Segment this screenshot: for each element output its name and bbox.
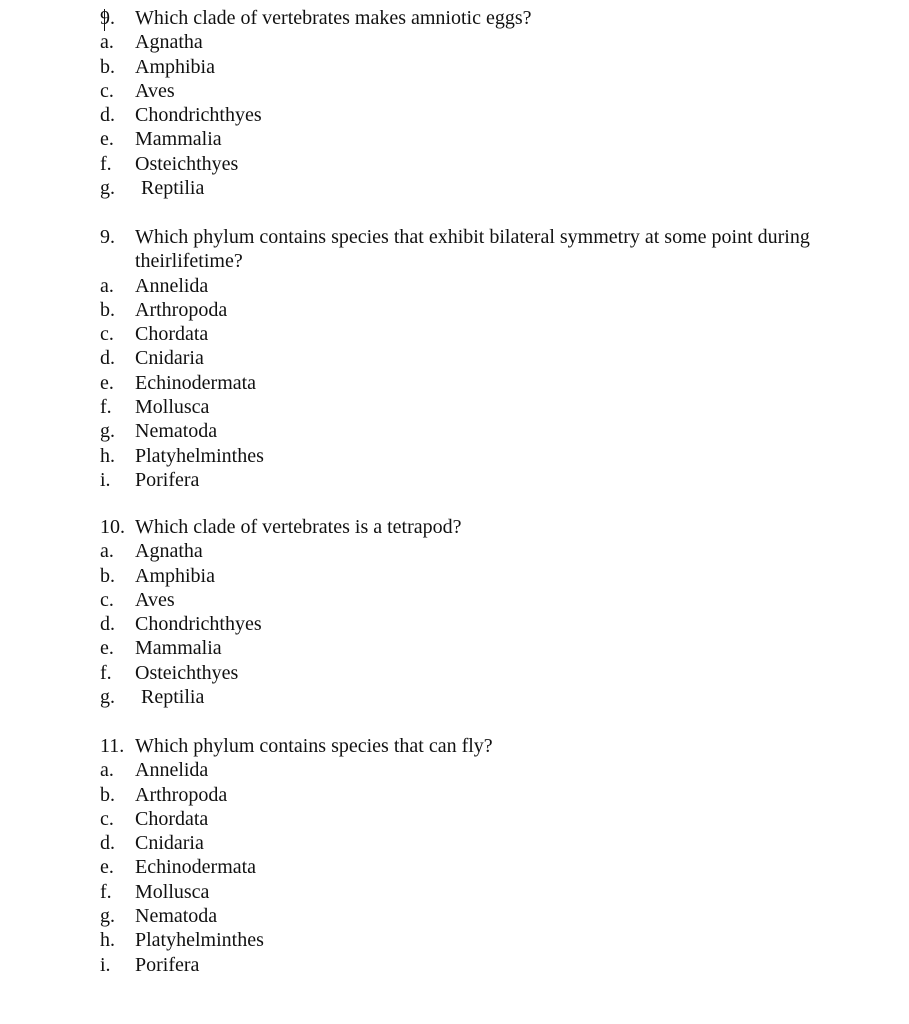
option-item	[0, 468, 909, 492]
option-text: Agnatha	[135, 540, 203, 563]
option-letter: b.	[100, 783, 115, 806]
question-stem	[0, 734, 909, 758]
option-item	[0, 636, 909, 660]
option-item	[0, 904, 909, 928]
option-item	[0, 55, 909, 79]
option-text: Chordata	[135, 807, 209, 830]
question-number: 10.	[100, 516, 125, 538]
option-letter: e.	[100, 371, 114, 394]
option-text: Aves	[135, 79, 175, 102]
option-letter: f.	[100, 396, 112, 419]
option-item	[0, 176, 909, 200]
option-item	[0, 855, 909, 879]
option-letter: g.	[100, 686, 115, 709]
option-item	[0, 928, 909, 952]
question-text: Which phylum contains species that can fly?	[135, 735, 493, 757]
question-block	[0, 734, 909, 977]
option-letter: g.	[100, 420, 115, 443]
option-item	[0, 807, 909, 831]
option-item	[0, 419, 909, 443]
question-text: Which clade of vertebrates makes amniotic eggs?	[135, 7, 532, 29]
question-number: 9.	[100, 226, 115, 248]
option-letter: d.	[100, 832, 115, 855]
option-text: Nematoda	[135, 420, 218, 443]
option-letter: f.	[100, 661, 112, 684]
option-item	[0, 880, 909, 904]
option-text: Annelida	[135, 274, 209, 297]
question-text: Which phylum contains species that exhibit bilateral symmetry at some point during theirlifetime?	[135, 226, 810, 273]
option-item	[0, 152, 909, 176]
option-letter: a.	[100, 540, 114, 563]
option-item	[0, 444, 909, 468]
option-item	[0, 322, 909, 346]
option-item	[0, 588, 909, 612]
option-text: Chondrichthyes	[135, 104, 262, 127]
option-letter: c.	[100, 323, 114, 346]
option-text: Amphibia	[135, 564, 215, 587]
option-item	[0, 79, 909, 103]
option-text: Nematoda	[135, 905, 218, 928]
option-text: Annelida	[135, 759, 209, 782]
option-text: Aves	[135, 588, 175, 611]
option-letter: e.	[100, 856, 114, 879]
question-stem	[0, 6, 909, 30]
option-text: Reptilia	[141, 686, 205, 709]
option-text: Arthropoda	[135, 298, 228, 321]
option-letter: i.	[100, 468, 111, 491]
option-item	[0, 346, 909, 370]
option-letter: a.	[100, 759, 114, 782]
question-number: 9.	[100, 7, 115, 29]
option-item	[0, 758, 909, 782]
option-letter: f.	[100, 880, 112, 903]
option-letter: d.	[100, 613, 115, 636]
option-item	[0, 30, 909, 54]
option-text: Mollusca	[135, 880, 210, 903]
option-letter: b.	[100, 55, 115, 78]
option-letter: b.	[100, 564, 115, 587]
option-text: Reptilia	[141, 177, 205, 200]
option-letter: g.	[100, 177, 115, 200]
question-block	[0, 225, 909, 492]
option-text: Porifera	[135, 953, 200, 976]
option-item	[0, 127, 909, 151]
option-text: Platyhelminthes	[135, 444, 264, 467]
option-text: Echinodermata	[135, 371, 257, 394]
option-item	[0, 539, 909, 563]
option-text: Agnatha	[135, 31, 203, 54]
option-letter: c.	[100, 79, 114, 102]
option-letter: g.	[100, 905, 115, 928]
option-letter: a.	[100, 31, 114, 54]
option-item	[0, 395, 909, 419]
option-item	[0, 103, 909, 127]
question-block	[0, 515, 909, 709]
option-item	[0, 564, 909, 588]
option-letter: d.	[100, 104, 115, 127]
option-item	[0, 371, 909, 395]
option-text: Cnidaria	[135, 832, 204, 855]
option-item	[0, 953, 909, 977]
option-letter: f.	[100, 152, 112, 175]
option-text: Echinodermata	[135, 856, 257, 879]
question-number: 11.	[100, 735, 125, 757]
option-letter: e.	[100, 128, 114, 151]
option-letter: e.	[100, 637, 114, 660]
option-letter: b.	[100, 298, 115, 321]
option-item	[0, 612, 909, 636]
option-text: Porifera	[135, 468, 200, 491]
option-item	[0, 831, 909, 855]
option-text: Chordata	[135, 323, 209, 346]
option-text: Mammalia	[135, 637, 222, 660]
option-text: Mammalia	[135, 128, 222, 151]
option-letter: h.	[100, 444, 115, 467]
option-text: Osteichthyes	[135, 152, 239, 175]
question-text: Which clade of vertebrates is a tetrapod?	[135, 516, 462, 538]
option-item	[0, 298, 909, 322]
option-item	[0, 661, 909, 685]
option-text: Osteichthyes	[135, 661, 239, 684]
option-text: Cnidaria	[135, 347, 204, 370]
option-letter: h.	[100, 929, 115, 952]
option-letter: c.	[100, 807, 114, 830]
option-text: Chondrichthyes	[135, 613, 262, 636]
option-letter: d.	[100, 347, 115, 370]
option-text: Platyhelminthes	[135, 929, 264, 952]
option-letter: i.	[100, 953, 111, 976]
option-letter: a.	[100, 274, 114, 297]
option-letter: c.	[100, 588, 114, 611]
question-block	[0, 6, 909, 200]
option-item	[0, 274, 909, 298]
option-text: Amphibia	[135, 55, 215, 78]
question-stem	[0, 515, 909, 539]
option-item	[0, 783, 909, 807]
question-stem	[0, 225, 909, 274]
option-text: Mollusca	[135, 396, 210, 419]
option-item	[0, 685, 909, 709]
option-text: Arthropoda	[135, 783, 228, 806]
